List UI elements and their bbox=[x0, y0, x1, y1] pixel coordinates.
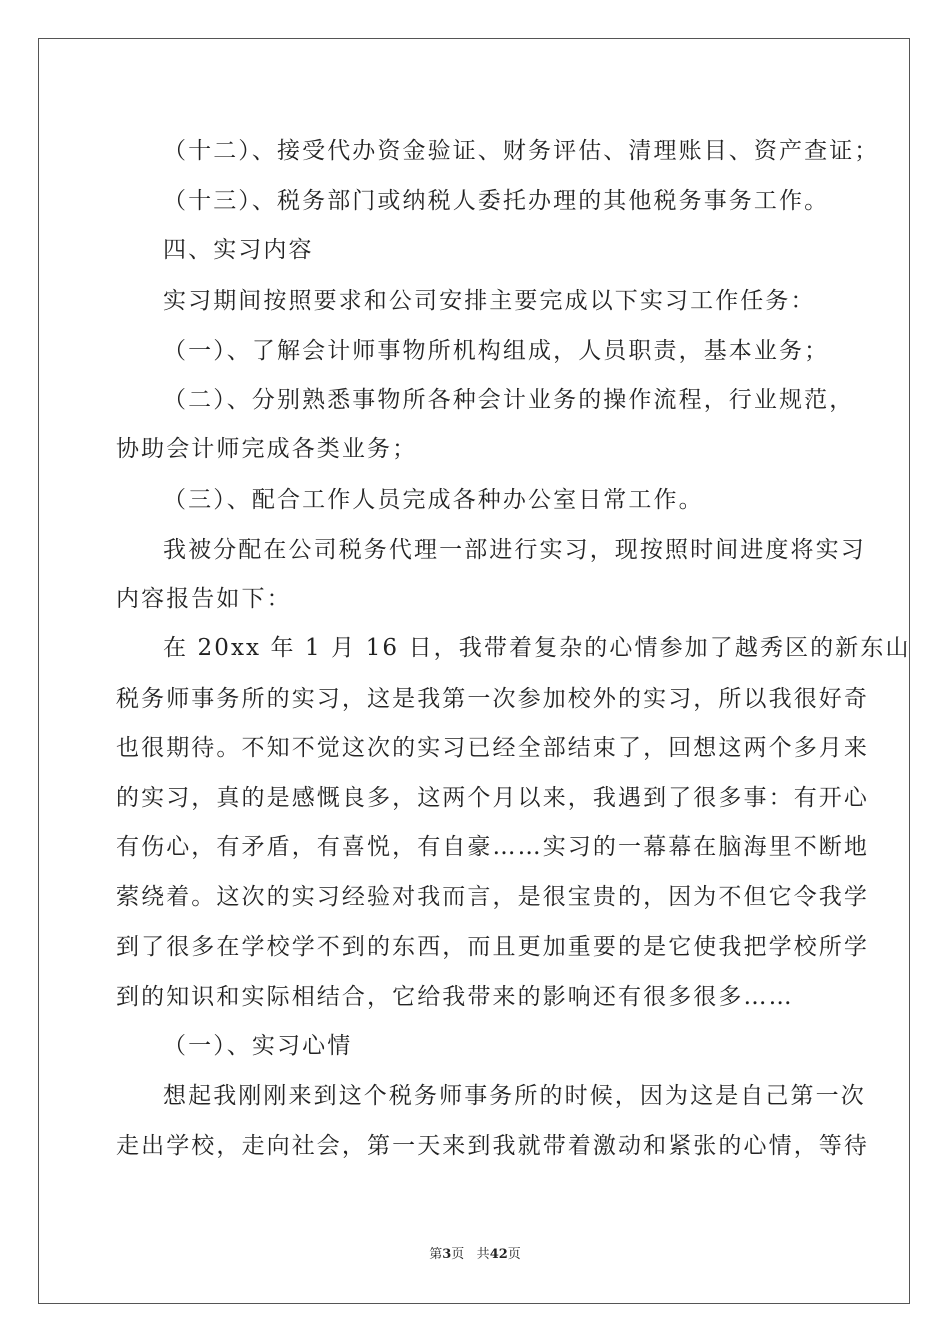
text-line: （三）、配合工作人员完成各种办公室日常工作。 bbox=[163, 487, 704, 513]
text-line: 萦绕着。这次的实习经验对我而言，是很宝贵的，因为不但它令我学 bbox=[116, 884, 869, 910]
text-line: 内容报告如下： bbox=[116, 586, 292, 612]
page-border bbox=[38, 38, 910, 1304]
text-line: 的实习，真的是感慨良多，这两个月以来，我遇到了很多事：有开心 bbox=[116, 785, 869, 811]
text-line: 在 20xx 年 1 月 16 日，我带着复杂的心情参加了越秀区的新东山 bbox=[163, 635, 911, 661]
total-pages: 42 bbox=[489, 1247, 508, 1262]
text-line: 税务师事务所的实习，这是我第一次参加校外的实习，所以我很好奇 bbox=[116, 686, 869, 712]
total-prefix: 共 bbox=[476, 1247, 490, 1262]
text-line: 走出学校，走向社会，第一天来到我就带着激动和紧张的心情，等待 bbox=[116, 1133, 869, 1159]
text-line: 有伤心，有矛盾，有喜悦，有自豪……实习的一幕幕在脑海里不断地 bbox=[116, 834, 869, 860]
text-line: （一）、了解会计师事物所机构组成，人员职责，基本业务； bbox=[163, 338, 830, 364]
page-footer bbox=[0, 1246, 950, 1264]
total-suffix: 页 bbox=[507, 1247, 521, 1262]
section-heading: 四、实习内容 bbox=[163, 237, 314, 263]
page-number: 3 bbox=[442, 1247, 452, 1262]
page-prefix: 第 bbox=[429, 1247, 443, 1262]
text-line: 到的知识和实际相结合，它给我带来的影响还有很多很多…… bbox=[116, 984, 794, 1010]
text-line: 到了很多在学校学不到的东西，而且更加重要的是它使我把学校所学 bbox=[116, 934, 869, 960]
text-line: 我被分配在公司税务代理一部进行实习，现按照时间进度将实习 bbox=[163, 537, 866, 563]
text-line: 也很期待。不知不觉这次的实习已经全部结束了，回想这两个多月来 bbox=[116, 735, 869, 761]
section-heading: （一）、实习心情 bbox=[163, 1033, 353, 1059]
text-line: （十三）、税务部门或纳税人委托办理的其他税务事务工作。 bbox=[163, 188, 830, 214]
text-line: 协助会计师完成各类业务； bbox=[116, 436, 418, 462]
text-line: （十二）、接受代办资金验证、财务评估、清理账目、资产查证； bbox=[163, 138, 880, 164]
text-line: 想起我刚刚来到这个税务师事务所的时候，因为这是自己第一次 bbox=[163, 1083, 866, 1109]
page-suffix: 页 bbox=[451, 1247, 465, 1262]
text-line: 实习期间按照要求和公司安排主要完成以下实习工作任务： bbox=[163, 288, 816, 314]
text-line: （二）、分别熟悉事物所各种会计业务的操作流程，行业规范， bbox=[163, 387, 855, 413]
